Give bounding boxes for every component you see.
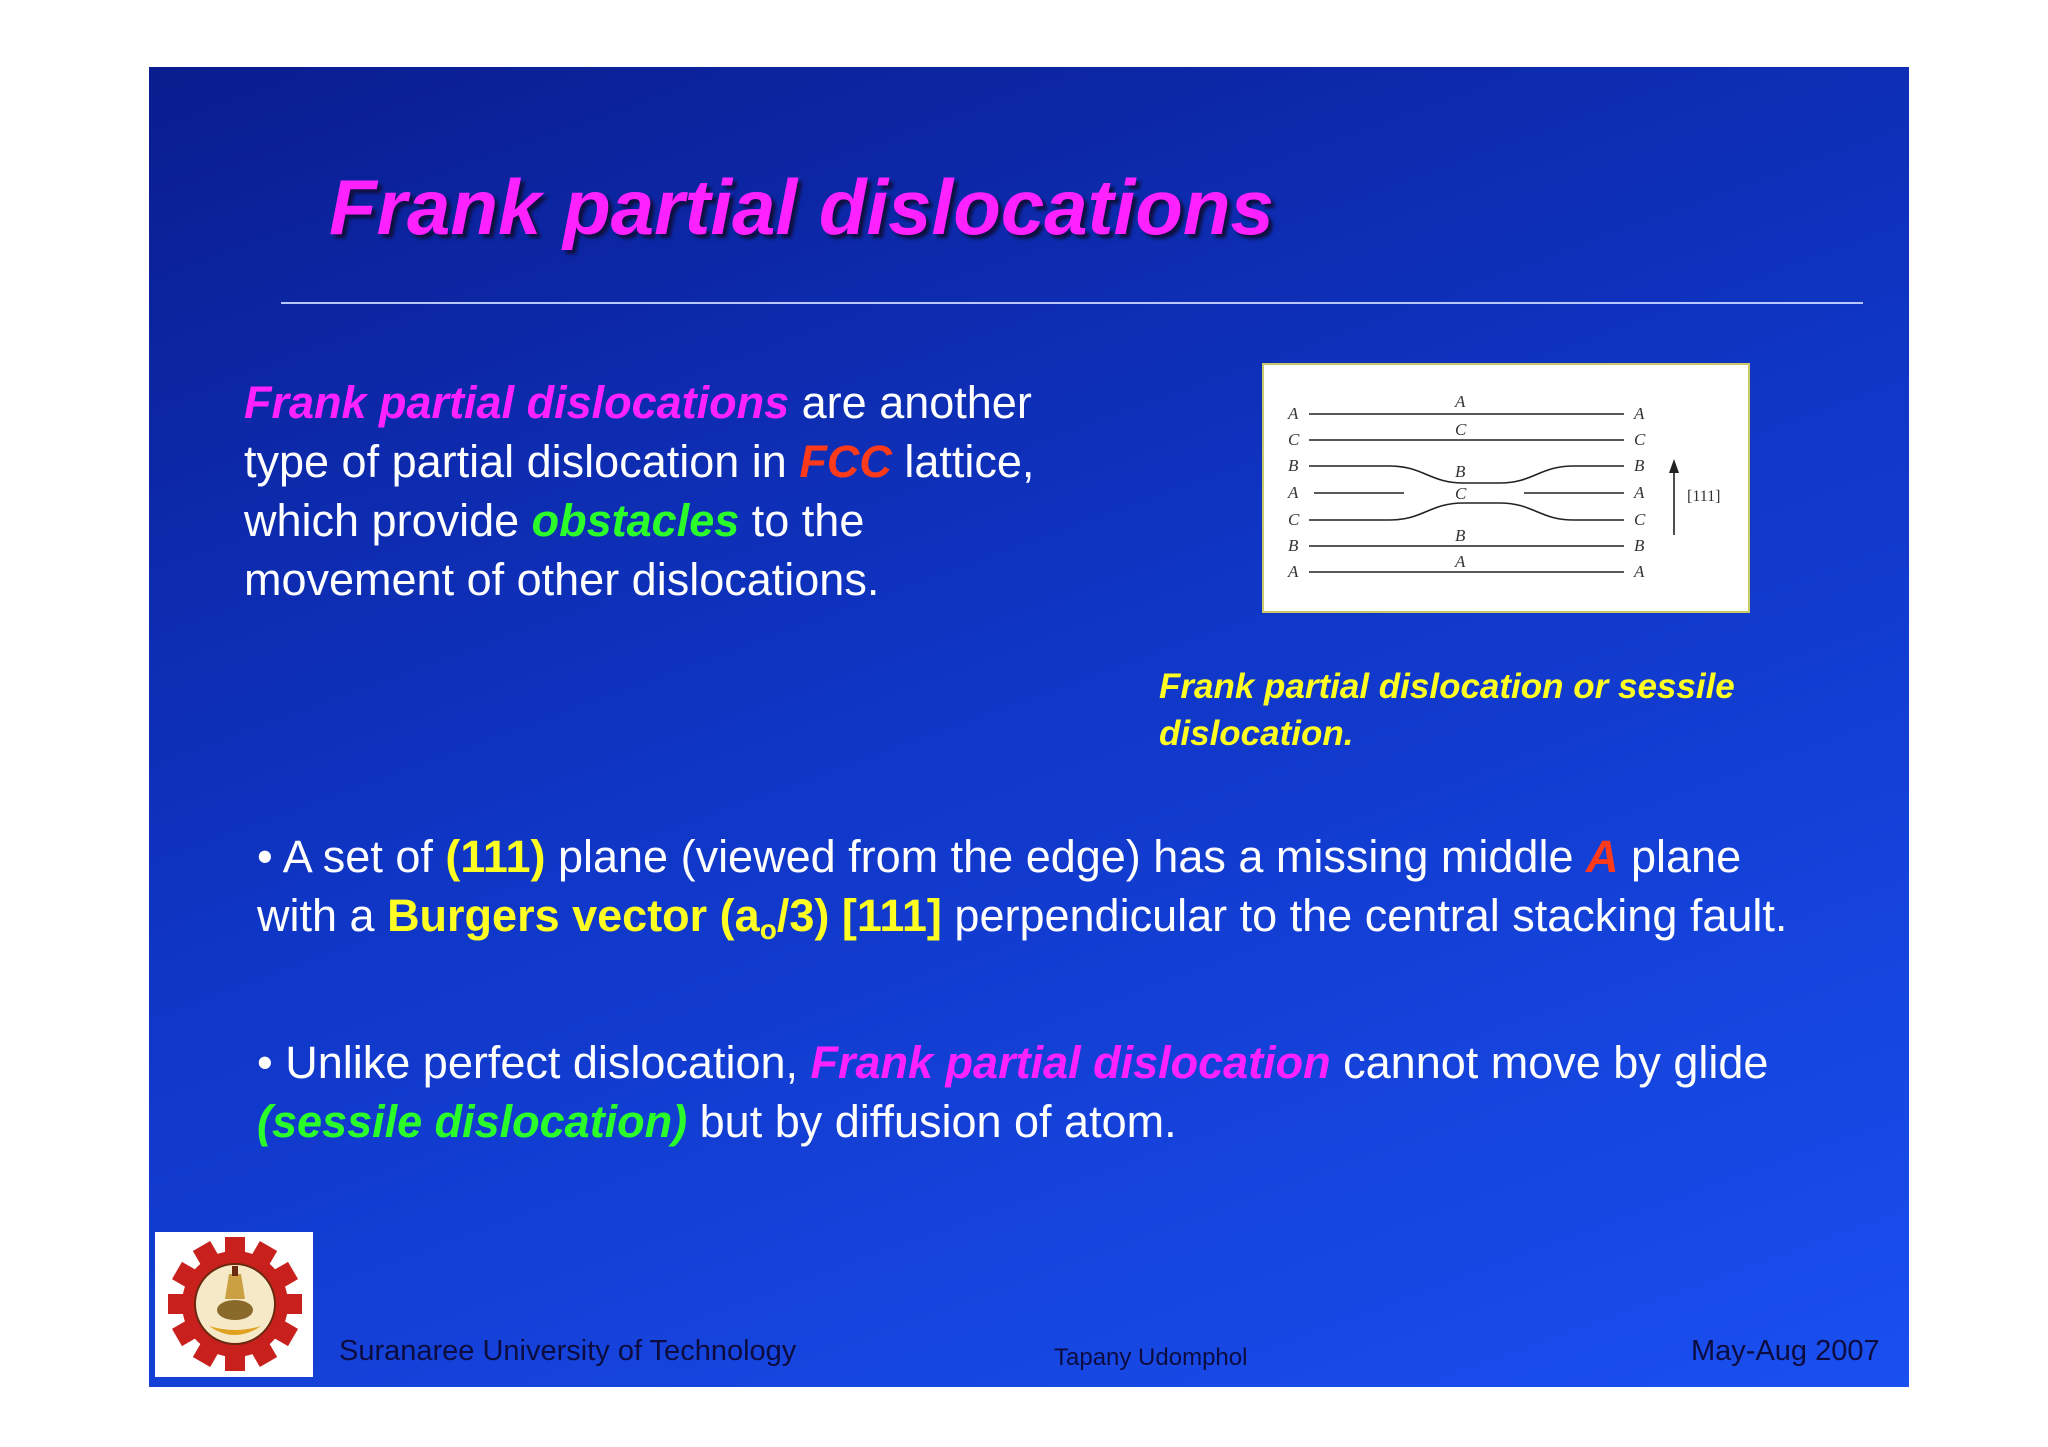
left-label-5: C (1288, 510, 1300, 529)
bullet-2-term: Frank partial dislocation (810, 1037, 1331, 1088)
left-label-1: A (1288, 404, 1299, 423)
bullet-1-text-3: plane with a (257, 831, 1742, 941)
bullet-1-plane-a: A (1585, 831, 1619, 882)
bullet-2-text-3: but by diffusion of atom. (687, 1096, 1177, 1147)
title-divider (281, 302, 1863, 304)
footer-author: Tapany Udomphol (1054, 1344, 1248, 1371)
right-label-3: B (1634, 456, 1645, 475)
university-logo (155, 1232, 313, 1377)
right-label-7: A (1634, 562, 1645, 581)
middle-label-2: C (1455, 420, 1467, 439)
left-label-7: A (1288, 562, 1299, 581)
middle-labels (1454, 392, 1467, 571)
bullet-1-burgers-vector (387, 890, 942, 945)
left-label-4: A (1288, 483, 1299, 502)
gear-emblem-icon (155, 1232, 313, 1377)
direction-arrow-icon (1669, 459, 1679, 473)
middle-label-3: B (1455, 462, 1466, 481)
bullet-sessile (257, 1033, 1827, 1151)
bullet-1-text-2: plane (viewed from the edge) has a missing middle (545, 831, 1586, 882)
intro-text-3: to the movement of other dislocations. (244, 495, 880, 605)
right-label-4: A (1634, 483, 1645, 502)
stacking-fault-figure (1262, 363, 1750, 613)
slide (149, 67, 1909, 1387)
burgers-post: /3) [111] (776, 890, 942, 941)
intro-fcc: FCC (799, 436, 892, 487)
intro-paragraph (244, 373, 1064, 609)
burgers-sub: o (759, 914, 777, 945)
right-labels (1633, 404, 1646, 581)
middle-label-5: B (1455, 526, 1466, 545)
left-label-6: B (1288, 536, 1299, 555)
direction-label: [111] (1687, 488, 1721, 505)
figure-caption: Frank partial dislocation or sessile dislocation. (1159, 667, 1735, 753)
bullet-1-text-4: perpendicular to the central stacking fault. (941, 890, 1788, 941)
intro-text-2: lattice, which provide (244, 436, 1035, 546)
footer-university: Suranaree University of Technology (339, 1335, 797, 1367)
right-label-6: B (1634, 536, 1645, 555)
left-labels (1287, 404, 1300, 581)
middle-label-6: A (1455, 552, 1466, 571)
footer-date: May-Aug 2007 (1691, 1335, 1880, 1367)
bullet-missing-plane (257, 827, 1827, 945)
plane-line-5 (1309, 503, 1624, 520)
intro-text-1: are another type of partial dislocation in (244, 377, 1032, 487)
left-label-3: B (1288, 456, 1299, 475)
middle-label-4: C (1455, 484, 1467, 503)
middle-label-1: A (1455, 392, 1466, 411)
slide-title: Frank partial dislocations (329, 163, 1274, 251)
burgers-pre: Burgers vector (a (387, 890, 760, 941)
bullet-1-text-1: • A set of (257, 831, 446, 882)
bullet-2-sessile: (sessile dislocation) (257, 1096, 688, 1147)
left-label-2: C (1288, 430, 1300, 449)
intro-obstacles: obstacles (531, 495, 740, 546)
bullet-2-text-1: • Unlike perfect dislocation, (257, 1037, 811, 1088)
intro-term: Frank partial dislocations (244, 377, 790, 428)
bullet-1-plane: (111) (445, 831, 546, 882)
plane-lines (1309, 414, 1674, 572)
plane-line-3 (1309, 466, 1624, 483)
right-label-1: A (1634, 404, 1645, 423)
bullet-2-text-2: cannot move by glide (1330, 1037, 1769, 1088)
stacking-diagram (1264, 365, 1748, 611)
right-label-5: C (1634, 510, 1646, 529)
right-label-2: C (1634, 430, 1646, 449)
